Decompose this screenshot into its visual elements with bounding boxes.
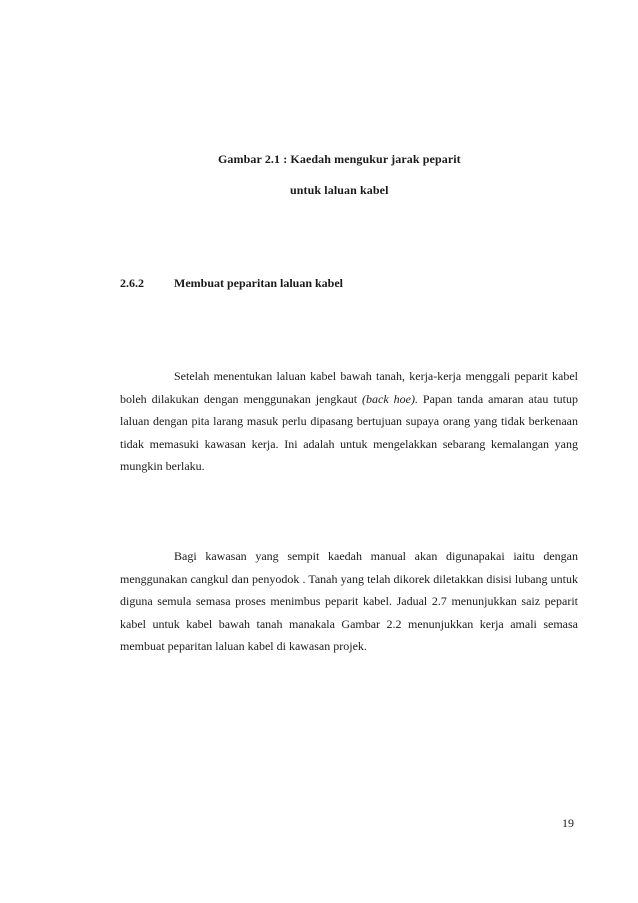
body-paragraph-1 — [120, 365, 578, 478]
figure-caption-line-1: Gambar 2.1 : Kaedah mengukur jarak peparit — [218, 152, 461, 166]
page-number: 19 — [562, 816, 574, 830]
section-title: Membuat peparitan laluan kabel — [174, 276, 344, 290]
paragraph-1-italic-term: (back hoe). — [362, 391, 418, 406]
figure-caption-line-2: untuk laluan kabel — [290, 183, 389, 197]
paragraph-1-text-end: Papan tanda amaran atau tutup laluan dengan pita larang masuk perlu dipasang bertujuan supaya orang yang tidak berkenaan tidak memasuki kawasan kerja. Ini adalah untuk mengelakkan sebarang kemalangan yang mungkin berlaku. — [120, 391, 579, 473]
section-heading — [120, 276, 343, 291]
paragraph-1-text-start: Setelah menentukan laluan kabel bawah tanah, kerja-kerja menggali peparit kabel boleh dilakukan dengan menggunakan jengkaut — [120, 369, 578, 406]
body-paragraph-2: Bagi kawasan yang sempit kaedah manual akan digunapakai iaitu dengan menggunakan cangkul dan penyodok . Tanah yang telah dikorek diletakkan disisi lubang untuk diguna semula semasa proses menimbus peparit kabel. Jadual 2.7 menunjukkan saiz peparit kabel untuk kabel bawah tanah manakala Gambar 2.2 menunjukkan kerja amali semasa membuat peparitan laluan kabel di kawasan projek. — [120, 549, 578, 653]
section-number: 2.6.2 — [120, 276, 144, 290]
